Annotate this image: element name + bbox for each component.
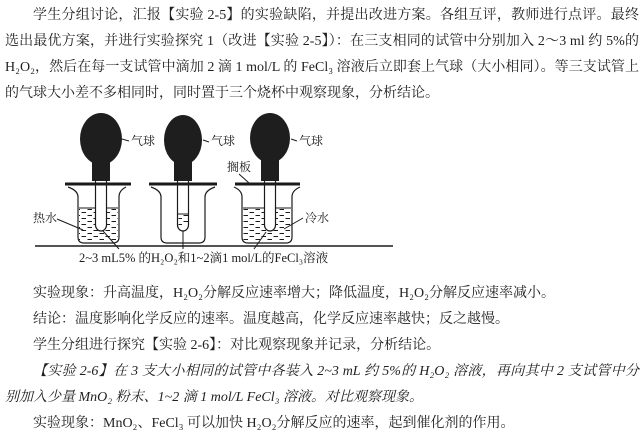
figure-caption: 2~3 mL5% 的H₂O₂和1~2滴1 mol/L的FeCl₃溶液: [79, 251, 329, 265]
balloon-shape: [164, 115, 202, 165]
experiment-figure: [33, 109, 639, 279]
paragraph-conclusion: 结论：温度影响化学反应的速率。温度越高，化学反应速率越快；反之越慢。: [33, 312, 509, 327]
balloon-leader-line: [203, 140, 209, 142]
cold-water-label: 冷水: [305, 211, 330, 225]
paragraph-group-explore: 学生分组进行探究【实验 2-6】：对比观察现象并记录，分析结论。: [33, 338, 441, 353]
paragraph-intro: 学生分组讨论，汇报【实验 2-5】的实验缺陷，并提出改进方案。各组互评，教师进行点评。最终选出最优方案，并进行实验探究 1（改进【实验 2-5】）：在三支相同的试管中分别加入 2～3 ml 约 5%的 H₂O₂，然后在每一支试管中滴加 2 滴 1 mol/L 的 FeCl₃ 溶液后立即套上气球（大小相同）。等三支试管上的气球大小差不多相同时，同时置于三个烧杯中观察现象，分析结论。: [5, 8, 639, 101]
shelf-label: 搁板: [227, 160, 252, 174]
apparatus-cold-water: [227, 113, 329, 249]
hot-water-label: 热水: [33, 211, 58, 225]
balloon-leader-line: [291, 139, 297, 141]
balloon-shape: [80, 113, 122, 165]
balloon-label: 气球: [211, 134, 236, 148]
balloon-label: 气球: [131, 134, 156, 148]
apparatus-room-temp: [149, 115, 235, 249]
balloon-leader-line: [122, 139, 129, 141]
paragraph-phenomenon-2: 实验现象：MnO₂、FeCl₃ 可以加快 H₂O₂分解反应的速率，起到催化剂的作用。: [33, 416, 515, 431]
apparatus-hot-water: [33, 113, 155, 249]
apparatus-diagram: [33, 109, 413, 269]
paragraph-experiment-2-6: 【实验 2-6】在 3 支大小相同的试管中各装入 2~3 mL 约 5%的 H₂O₂ 溶液，再向其中 2 支试管中分别加入少量 MnO₂ 粉末、1~2 滴 1 mol/L FeCl₃ 溶液。对比观察现象。: [5, 364, 639, 405]
balloon-label: 气球: [299, 134, 324, 148]
paragraph-phenomenon-1: 实验现象：升高温度，H₂O₂分解反应速率增大；降低温度，H₂O₂分解反应速率减小。: [33, 286, 555, 301]
balloon-shape: [250, 113, 290, 163]
tube-liquid-hatching: [179, 214, 189, 227]
shelf-leader-line: [239, 174, 249, 183]
